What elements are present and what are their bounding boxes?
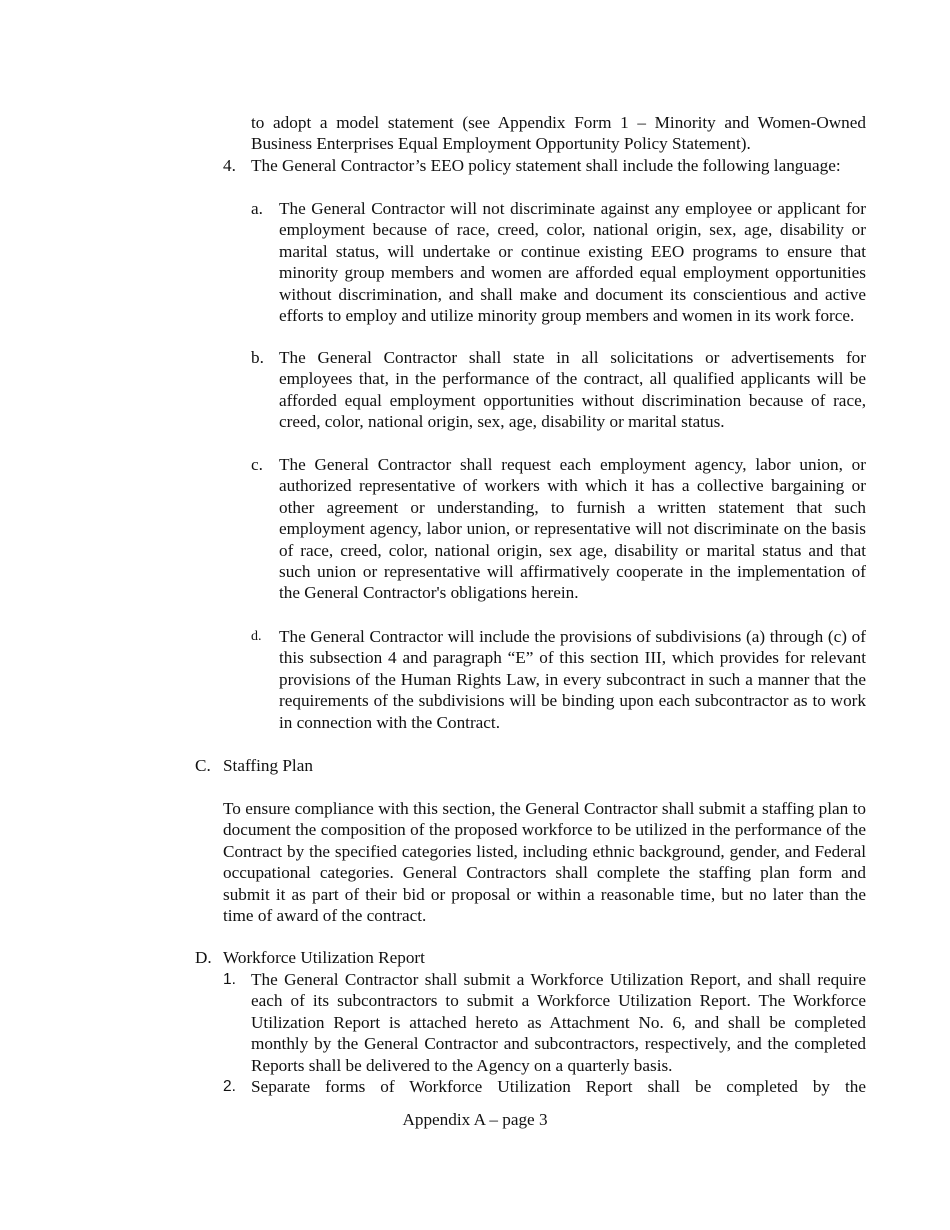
sub-item-c <box>251 454 866 604</box>
list-item-text: The General Contractor’s EEO policy statement shall include the following language: <box>251 156 841 175</box>
section-title: Staffing Plan <box>223 756 313 775</box>
section-d-item-2 <box>223 1076 866 1097</box>
sub-item-text: The General Contractor will not discriminate against any employee or applicant for employment because of race, creed, color, national origin, sex, age, disability or marital status, will undertake or continue existing EEO programs to ensure that minority group members and women are afforded equal employment opportunities without discrimination, and shall make and document its conscientious and active efforts to employ and utilize minority group members and women in its work force. <box>279 199 866 326</box>
section-title: Workforce Utilization Report <box>223 948 425 967</box>
section-marker: D. <box>195 948 212 967</box>
sub-marker: b. <box>251 348 264 367</box>
sub-marker: a. <box>251 199 263 218</box>
continuation-paragraph: to adopt a model statement (see Appendix Form 1 – Minority and Women-Owned Business Enterprises Equal Employment Opportunity Policy Statement). <box>251 113 866 154</box>
list-item-text: The General Contractor shall submit a Workforce Utilization Report, and shall require each of its subcontractors to submit a Workforce Utilization Report. The Workforce Utilization Report is attached hereto as Attachment No. 6, and shall be completed monthly by the General Contractor and subcontractors, respectively, and the completed Reports shall be delivered to the Agency on a quarterly basis. <box>251 970 866 1075</box>
list-marker: 2. <box>223 1078 236 1095</box>
section-d-item-1 <box>223 969 866 1076</box>
sub-item-b <box>251 347 866 433</box>
sub-item-a <box>251 198 866 326</box>
sub-item-d <box>251 626 866 733</box>
sub-item-text: The General Contractor shall state in all solicitations or advertisements for employees that, in the performance of the contract, all qualified applicants will be afforded equal employment opportunities without discrimination because of race, creed, color, national origin, sex, age, disability or marital status. <box>279 348 866 432</box>
list-marker: 1. <box>223 971 236 988</box>
section-c-body: To ensure compliance with this section, the General Contractor shall submit a staffing plan to document the composition of the proposed workforce to be utilized in the performance of the Contract by the specified categories listed, including ethnic background, gender, and Federal occupational categories. General Contractors shall complete the staffing plan form and submit it as part of their bid or proposal or within a reasonable time, but no later than the time of award of the contract. <box>223 799 866 926</box>
list-marker: 4. <box>223 156 236 175</box>
sub-item-text: The General Contractor shall request each employment agency, labor union, or authorized representative of workers with which it has a collective bargaining or other agreement or understanding, to furnish a written statement that such employment agency, labor union, or representative will not discriminate on the basis of race, creed, color, national origin, sex age, disability or marital status and that such union or representative will affirmatively cooperate in the implementation of the General Contractor's obligations herein. <box>279 455 866 603</box>
section-c-heading <box>195 755 866 776</box>
sub-marker: d. <box>251 629 262 644</box>
sub-marker: c. <box>251 455 263 474</box>
page-footer: Appendix A – page 3 <box>402 1110 548 1129</box>
section-marker: C. <box>195 756 211 775</box>
section-d-heading <box>195 947 866 968</box>
list-item-4 <box>223 155 866 176</box>
sub-item-text: The General Contractor will include the provisions of subdivisions (a) through (c) of this subsection 4 and paragraph “E” of this section III, which provides for relevant provisions of the Human Rights Law, in every subcontract in such a manner that the requirements of the subdivisions will be binding upon each subcontractor as to work in connection with the Contract. <box>279 627 866 732</box>
list-item-text: Separate forms of Workforce Utilization Report shall be completed by the <box>251 1077 866 1096</box>
